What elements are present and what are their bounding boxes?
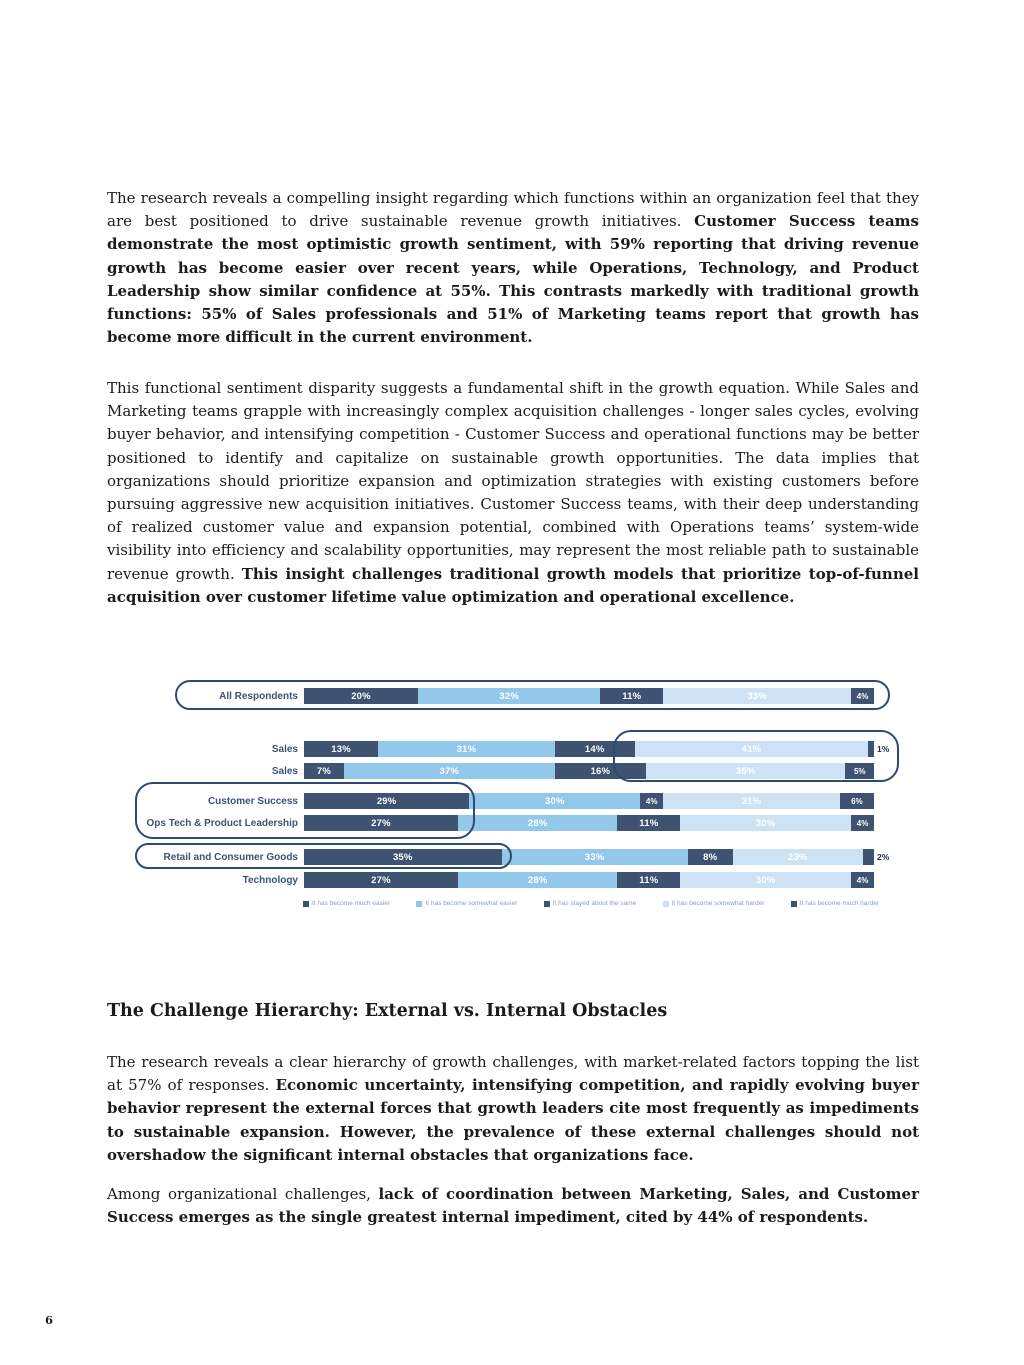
chart-row xyxy=(135,872,874,888)
bar-segment xyxy=(304,763,344,779)
bar-segment xyxy=(304,849,502,865)
bar-segment xyxy=(304,872,458,888)
bar-segment xyxy=(646,763,846,779)
bar-segment xyxy=(663,793,840,809)
segment-value-label: 13% xyxy=(331,743,351,755)
segment-value-label: 41% xyxy=(741,743,762,755)
bar-segment xyxy=(851,815,874,831)
legend-swatch-icon xyxy=(544,901,550,907)
segment-value-label: 5% xyxy=(853,766,866,776)
segment-value-label: 4% xyxy=(856,691,869,701)
chart-legend xyxy=(303,900,879,907)
text-run: Among organizational challenges, xyxy=(107,1185,379,1203)
segment-value-label: 30% xyxy=(755,817,776,829)
segment-value-label: 4% xyxy=(856,818,869,828)
bar-segment xyxy=(617,872,680,888)
text-run: The research reveals a clear hierarchy of growth challenges, with market-related factors topping the list at 57% of responses. xyxy=(107,1053,919,1095)
bar-segment xyxy=(304,815,458,831)
legend-swatch-icon xyxy=(663,901,669,907)
segment-value-label: 37% xyxy=(439,765,460,777)
segment-value-label: 4% xyxy=(856,875,869,885)
bar-segment xyxy=(640,793,663,809)
legend-item xyxy=(416,900,517,907)
bar-segment xyxy=(378,741,555,757)
bar-segment xyxy=(458,815,618,831)
bar-segment xyxy=(600,688,663,704)
segment-value-label: 8% xyxy=(703,851,718,863)
segment-value-label: 30% xyxy=(755,874,776,886)
segment-value-label: 14% xyxy=(584,743,605,755)
chart-row xyxy=(135,688,874,704)
bold-text-run: Economic uncertainty, intensifying competition, and rapidly evolving buyer behavior represent the external forces that growth leaders cite most frequently as impediments to sustainable expansion. However, the prevalence of these external challenges should not overshadow the significant internal obstacles that organizations face. xyxy=(107,1076,919,1164)
bar-segment xyxy=(868,741,874,757)
bar-segment xyxy=(635,741,869,757)
stacked-bar xyxy=(304,741,874,757)
legend-swatch-icon xyxy=(791,901,797,907)
segment-value-label: 29% xyxy=(376,795,397,807)
legend-item xyxy=(544,900,636,907)
segment-value-label: 32% xyxy=(499,690,519,702)
chart xyxy=(135,678,935,923)
stacked-bar xyxy=(304,815,874,831)
bar-segment xyxy=(458,872,618,888)
bar-segment xyxy=(344,763,555,779)
row-label: Ops Tech & Product Leadership xyxy=(146,817,298,829)
stacked-bar xyxy=(304,872,874,888)
legend-item xyxy=(663,900,765,907)
stacked-bar xyxy=(304,688,874,704)
segment-value-label: 20% xyxy=(351,690,371,702)
bar-segment xyxy=(851,688,874,704)
segment-value-label: 31% xyxy=(741,795,762,807)
paragraph-organizational-challenges xyxy=(107,1183,919,1229)
bar-segment xyxy=(304,793,469,809)
bar-segment xyxy=(733,849,863,865)
row-label: Customer Success xyxy=(207,795,298,807)
segment-value-label: 33% xyxy=(584,851,605,863)
legend-label: It has stayed about the same xyxy=(552,900,637,907)
row-label: Sales xyxy=(271,765,298,777)
paragraph-growth-equation xyxy=(107,377,919,609)
segment-value-label: 27% xyxy=(371,817,391,829)
segment-value-label: 11% xyxy=(639,817,659,829)
bar-segment xyxy=(418,688,600,704)
chart-row xyxy=(135,763,874,779)
bar-segment xyxy=(845,763,874,779)
bar-segment xyxy=(304,741,378,757)
bold-text-run: lack of coordination between Marketing, Sales, and Customer Success emerges as the single greatest internal impediment, cited by 44% of respondents. xyxy=(107,1185,919,1227)
legend-item xyxy=(791,900,879,907)
paragraph-functional-sentiment xyxy=(107,187,919,349)
chart-row xyxy=(135,849,889,865)
page-number: 6 xyxy=(45,1313,54,1327)
segment-value-label: 35% xyxy=(392,851,413,863)
bold-text-run: Customer Success teams demonstrate the most optimistic growth sentiment, with 59% reporting that driving revenue growth has become easier over recent years, while Operations, Technology, and Product Leadership show similar confidence at 55%. This contrasts markedly with traditional growth functions: 55% of Sales professionals and 51% of Marketing teams report that growth has become more difficult in the current environment. xyxy=(107,212,919,347)
row-label: Retail and Consumer Goods xyxy=(163,851,298,863)
segment-value-label: 28% xyxy=(527,874,548,886)
segment-value-label: 27% xyxy=(371,874,391,886)
segment-value-label: 33% xyxy=(747,690,767,702)
legend-swatch-icon xyxy=(303,901,309,907)
segment-value-label: 30% xyxy=(544,795,565,807)
segment-value-label-outside: 2% xyxy=(877,852,890,862)
segment-value-label: 6% xyxy=(851,796,863,806)
segment-value-label: 23% xyxy=(787,851,808,863)
text-run: The research reveals a compelling insight regarding which functions within an organization feel that they are best positioned to drive sustainable revenue growth initiatives. xyxy=(107,189,919,231)
segment-value-label: 7% xyxy=(316,765,332,777)
bar-segment xyxy=(469,793,640,809)
bar-segment xyxy=(688,849,733,865)
chart-row xyxy=(135,741,889,757)
bar-segment xyxy=(663,688,851,704)
text-run: This functional sentiment disparity suggests a fundamental shift in the growth equation. While Sales and Marketing teams grapple with increasingly complex acquisition challenges - longer sales cycles, evolving buyer behavior, and intensifying competition - Customer Success and operational functions may be better positioned to identify and capitalize on sustainable growth opportunities. The data implies that organizations should prioritize expansion and optimization strategies with existing customers before pursuing aggressive new acquisition initiatives. Customer Success teams, with their deep understanding of realized customer value and expansion potential, combined with Operations teams’ system-wide visibility into efficiency and scalability opportunities, may represent the most reliable path to sustainable revenue growth. xyxy=(107,379,919,583)
segment-value-label: 11% xyxy=(622,690,642,702)
segment-value-label: 4% xyxy=(645,796,658,806)
legend-label: It has become much harder xyxy=(799,900,879,907)
stacked-bar xyxy=(304,849,874,865)
bar-segment xyxy=(304,688,418,704)
chart-row xyxy=(135,793,874,809)
bar-segment xyxy=(863,849,874,865)
stacked-bar xyxy=(304,793,874,809)
segment-value-label: 28% xyxy=(527,817,548,829)
row-label: Sales xyxy=(271,743,298,755)
paragraph-challenge-hierarchy xyxy=(107,1051,919,1167)
bold-text-run: This insight challenges traditional growth models that prioritize top-of-funnel acquisition over customer lifetime value optimization and operational excellence. xyxy=(107,564,919,606)
bar-segment xyxy=(617,815,680,831)
segment-value-label: 11% xyxy=(639,874,659,886)
bar-segment xyxy=(840,793,874,809)
bar-segment xyxy=(555,763,646,779)
bar-segment xyxy=(555,741,635,757)
bar-segment xyxy=(502,849,688,865)
legend-label: It has become somewhat harder xyxy=(671,900,765,907)
legend-label: It has become much easier xyxy=(312,900,391,907)
bar-segment xyxy=(851,872,874,888)
legend-swatch-icon xyxy=(416,901,422,907)
legend-label: It has become somewhat easier xyxy=(425,900,518,907)
segment-value-label: 16% xyxy=(590,765,611,777)
bar-segment xyxy=(680,815,851,831)
row-label: Technology xyxy=(242,874,298,886)
bar-segment xyxy=(680,872,851,888)
stacked-bar xyxy=(304,763,874,779)
segment-value-label: 31% xyxy=(456,743,477,755)
segment-value-label-outside: 1% xyxy=(877,744,890,754)
chart-row xyxy=(135,815,874,831)
row-label: All Respondents xyxy=(219,690,298,702)
segment-value-label: 35% xyxy=(735,765,756,777)
section-heading: The Challenge Hierarchy: External vs. Internal Obstacles xyxy=(107,1000,668,1021)
legend-item xyxy=(303,900,390,907)
